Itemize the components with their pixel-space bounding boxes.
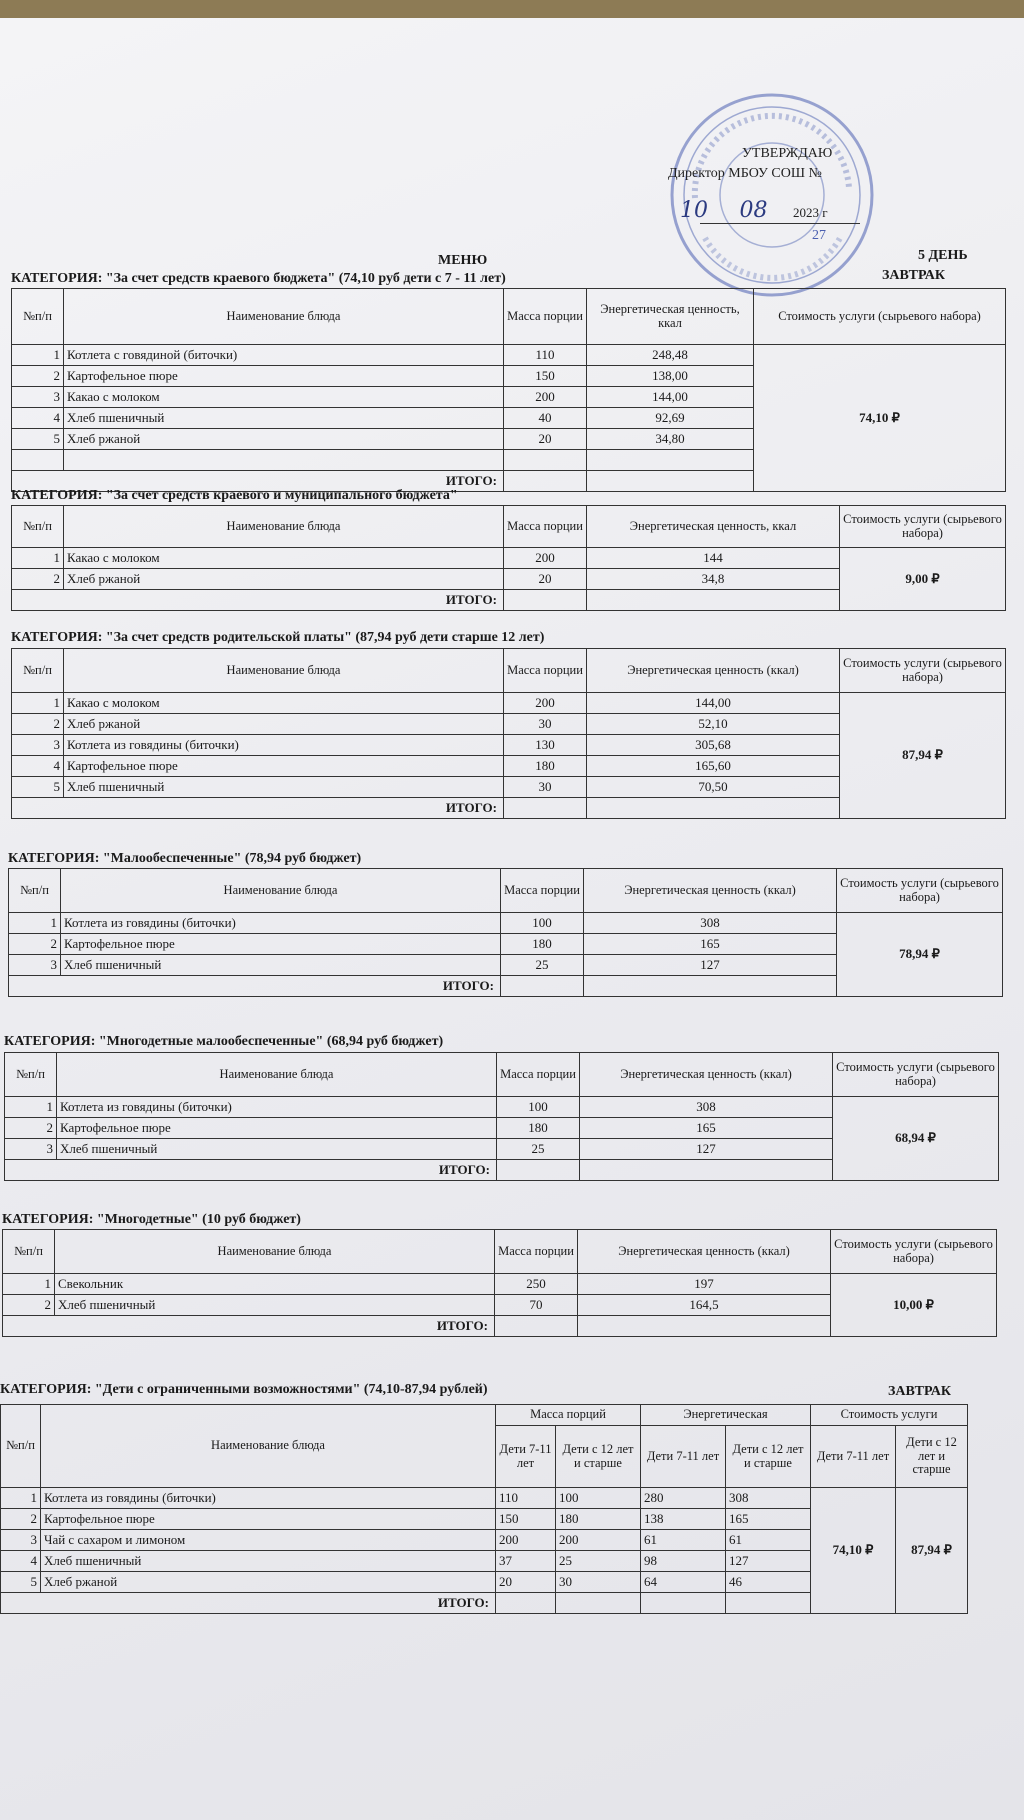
col-mass-header: Масса порции (497, 1053, 580, 1097)
category-heading: КАТЕГОРИЯ: "Дети с ограниченными возможностями" (74,10-87,94 рублей) (0, 1382, 488, 1397)
dish-name: Хлеб пшеничный (64, 408, 504, 429)
dish-energy: 144,00 (587, 387, 754, 408)
day-label: 5 ДЕНЬ (918, 248, 968, 263)
col-mass-header: Масса порции (501, 869, 584, 913)
col-mass-header: Масса порций (496, 1405, 641, 1426)
dish-name: Котлета из говядины (биточки) (61, 913, 501, 934)
dish-energy: 144,00 (587, 693, 840, 714)
menu-table (2, 1229, 997, 1337)
energy-young: 61 (641, 1530, 726, 1551)
approval-year: 2023 г (793, 205, 828, 220)
cost-value: 78,94 ₽ (837, 913, 1003, 997)
empty-cell (497, 1160, 580, 1181)
row-number: 1 (5, 1097, 57, 1118)
row-number: 2 (5, 1118, 57, 1139)
mass-young: 37 (496, 1551, 556, 1572)
dish-name: Какао с молоком (64, 548, 504, 569)
col-cost-header: Стоимость услуги (сырьевого набора) (840, 506, 1006, 548)
cost-value: 9,00 ₽ (840, 548, 1006, 611)
dish-name: Картофельное пюре (64, 366, 504, 387)
col-number-header: №п/п (12, 506, 64, 548)
dish-mass: 100 (501, 913, 584, 934)
col-age-12-plus-header: Дети с 12 лет и старше (726, 1426, 811, 1488)
category-heading: КАТЕГОРИЯ: "Малообеспеченные" (78,94 руб бюджет) (8, 851, 362, 866)
category-heading: КАТЕГОРИЯ: "За счет средств краевого и муниципального бюджета" (11, 488, 458, 503)
row-number: 1 (12, 693, 64, 714)
col-cost-header: Стоимость услуги (сырьевого набора) (840, 649, 1006, 693)
dish-name: Картофельное пюре (64, 756, 504, 777)
col-age-7-11-header: Дети 7-11 лет (641, 1426, 726, 1488)
dish-mass: 25 (497, 1139, 580, 1160)
header-row (12, 289, 1006, 345)
special-menu-table (0, 1404, 968, 1614)
dish-mass: 150 (504, 366, 587, 387)
menu-table (11, 505, 1006, 611)
dish-name: Котлета с говядиной (биточки) (64, 345, 504, 366)
empty-cell (496, 1593, 556, 1614)
school-seal-stamp (665, 88, 880, 303)
mass-young: 200 (496, 1530, 556, 1551)
header-row (3, 1230, 997, 1274)
row-number: 1 (12, 548, 64, 569)
dish-energy: 197 (578, 1274, 831, 1295)
dish-mass: 200 (504, 548, 587, 569)
empty-cell (501, 976, 584, 997)
col-number-header: №п/п (3, 1230, 55, 1274)
mass-young: 20 (496, 1572, 556, 1593)
dish-name: Картофельное пюре (61, 934, 501, 955)
empty-cell (64, 450, 504, 471)
total-label: ИТОГО: (5, 1160, 497, 1181)
col-number-header: №п/п (12, 649, 64, 693)
dish-energy: 92,69 (587, 408, 754, 429)
table-row (12, 548, 1006, 569)
dish-mass: 20 (504, 429, 587, 450)
col-energy-header: Энергетическая ценность (ккал) (578, 1230, 831, 1274)
menu-document (0, 18, 1024, 1820)
col-age-7-11-header: Дети 7-11 лет (811, 1426, 896, 1488)
energy-old: 46 (726, 1572, 811, 1593)
dish-energy: 308 (580, 1097, 833, 1118)
mass-old: 180 (556, 1509, 641, 1530)
dish-energy: 308 (584, 913, 837, 934)
cost-value: 68,94 ₽ (833, 1097, 999, 1181)
table-row (12, 693, 1006, 714)
energy-young: 138 (641, 1509, 726, 1530)
energy-young: 280 (641, 1488, 726, 1509)
empty-cell (504, 471, 587, 492)
menu-table (4, 1052, 999, 1181)
total-label: ИТОГО: (3, 1316, 495, 1337)
header-row (5, 1053, 999, 1097)
cost-old: 87,94 ₽ (896, 1488, 968, 1614)
approval-day: 10 (680, 198, 708, 223)
col-number-header: №п/п (5, 1053, 57, 1097)
school-number: 27 (812, 228, 826, 243)
mass-old: 30 (556, 1572, 641, 1593)
row-number: 3 (12, 735, 64, 756)
dish-name: Хлеб пшеничный (61, 955, 501, 976)
empty-cell (584, 976, 837, 997)
col-dish-name-header: Наименование блюда (41, 1405, 496, 1488)
row-number: 2 (12, 714, 64, 735)
dish-name: Хлеб пшеничный (57, 1139, 497, 1160)
empty-cell (12, 450, 64, 471)
row-number: 1 (12, 345, 64, 366)
dish-energy: 305,68 (587, 735, 840, 756)
col-number-header: №п/п (12, 289, 64, 345)
col-age-12-plus-header: Дети с 12 лет и старше (556, 1426, 641, 1488)
row-number: 5 (1, 1572, 41, 1593)
dish-energy: 138,00 (587, 366, 754, 387)
energy-young: 98 (641, 1551, 726, 1572)
row-number: 5 (12, 777, 64, 798)
col-cost-header: Стоимость услуги (сырьевого набора) (754, 289, 1006, 345)
mass-old: 100 (556, 1488, 641, 1509)
energy-old: 127 (726, 1551, 811, 1572)
table-row (1, 1488, 968, 1509)
menu-title: МЕНЮ (438, 253, 488, 268)
row-number: 3 (12, 387, 64, 408)
empty-cell (504, 590, 587, 611)
dish-mass: 180 (501, 934, 584, 955)
col-dish-name-header: Наименование блюда (57, 1053, 497, 1097)
dish-energy: 52,10 (587, 714, 840, 735)
col-mass-header: Масса порции (504, 289, 587, 345)
menu-table (11, 648, 1006, 819)
dish-energy: 165 (584, 934, 837, 955)
col-age-7-11-header: Дети 7-11 лет (496, 1426, 556, 1488)
row-number: 4 (12, 756, 64, 777)
empty-cell (556, 1593, 641, 1614)
dish-mass: 250 (495, 1274, 578, 1295)
empty-cell (578, 1316, 831, 1337)
row-number: 4 (1, 1551, 41, 1572)
dish-name: Хлеб пшеничный (64, 777, 504, 798)
meal-label: ЗАВТРАК (888, 1384, 952, 1399)
header-row (12, 649, 1006, 693)
empty-cell (580, 1160, 833, 1181)
empty-cell (587, 590, 840, 611)
dish-mass: 40 (504, 408, 587, 429)
dish-name: Хлеб пшеничный (55, 1295, 495, 1316)
dish-mass: 70 (495, 1295, 578, 1316)
cost-value: 10,00 ₽ (831, 1274, 997, 1337)
row-number: 3 (1, 1530, 41, 1551)
dish-name: Какао с молоком (64, 387, 504, 408)
empty-cell (587, 798, 840, 819)
mass-old: 200 (556, 1530, 641, 1551)
col-mass-header: Масса порции (504, 649, 587, 693)
table-row (12, 345, 1006, 366)
row-number: 3 (9, 955, 61, 976)
row-number: 2 (1, 1509, 41, 1530)
dish-energy: 165 (580, 1118, 833, 1139)
dish-mass: 100 (497, 1097, 580, 1118)
col-age-12-plus-header: Дети с 12 лет и старше (896, 1426, 968, 1488)
col-number-header: №п/п (1, 1405, 41, 1488)
dish-mass: 180 (504, 756, 587, 777)
dish-name: Хлеб ржаной (64, 429, 504, 450)
energy-old: 308 (726, 1488, 811, 1509)
dish-energy: 164,5 (578, 1295, 831, 1316)
dish-energy: 34,80 (587, 429, 754, 450)
empty-cell (504, 798, 587, 819)
dish-name: Хлеб ржаной (64, 569, 504, 590)
table-row (5, 1097, 999, 1118)
total-label: ИТОГО: (1, 1593, 496, 1614)
row-number: 1 (1, 1488, 41, 1509)
dish-energy: 248,48 (587, 345, 754, 366)
dish-energy: 127 (584, 955, 837, 976)
dish-energy: 70,50 (587, 777, 840, 798)
col-energy-header: Энергетическая (641, 1405, 811, 1426)
row-number: 2 (12, 366, 64, 387)
mass-old: 25 (556, 1551, 641, 1572)
dish-energy: 165,60 (587, 756, 840, 777)
menu-table (8, 868, 1003, 997)
col-dish-name-header: Наименование блюда (55, 1230, 495, 1274)
cost-value: 74,10 ₽ (754, 345, 1006, 492)
dish-name: Хлеб пшеничный (41, 1551, 496, 1572)
empty-cell (587, 450, 754, 471)
energy-old: 165 (726, 1509, 811, 1530)
dish-mass: 180 (497, 1118, 580, 1139)
col-cost-header: Стоимость услуги (сырьевого набора) (831, 1230, 997, 1274)
total-label: ИТОГО: (12, 798, 504, 819)
col-energy-header: Энергетическая ценность (ккал) (584, 869, 837, 913)
mass-young: 110 (496, 1488, 556, 1509)
dish-mass: 30 (504, 777, 587, 798)
col-dish-name-header: Наименование блюда (64, 649, 504, 693)
cost-value: 87,94 ₽ (840, 693, 1006, 819)
total-label: ИТОГО: (9, 976, 501, 997)
dish-mass: 110 (504, 345, 587, 366)
energy-old: 61 (726, 1530, 811, 1551)
row-number: 2 (3, 1295, 55, 1316)
dish-mass: 30 (504, 714, 587, 735)
header-row (12, 506, 1006, 548)
col-energy-header: Энергетическая ценность (ккал) (587, 649, 840, 693)
dish-mass: 130 (504, 735, 587, 756)
row-number: 1 (3, 1274, 55, 1295)
mass-young: 150 (496, 1509, 556, 1530)
col-energy-header: Энергетическая ценность, ккал (587, 506, 840, 548)
dish-name: Какао с молоком (64, 693, 504, 714)
dish-name: Свекольник (55, 1274, 495, 1295)
col-dish-name-header: Наименование блюда (64, 289, 504, 345)
dish-name: Котлета из говядины (биточки) (64, 735, 504, 756)
col-energy-header: Энергетическая ценность (ккал) (580, 1053, 833, 1097)
row-number: 2 (12, 569, 64, 590)
dish-mass: 200 (504, 387, 587, 408)
approval-director: Директор МБОУ СОШ № (668, 166, 822, 181)
category-heading: КАТЕГОРИЯ: "За счет средств краевого бюджета" (74,10 руб дети с 7 - 11 лет) (11, 271, 506, 286)
dish-energy: 127 (580, 1139, 833, 1160)
col-cost-header: Стоимость услуги (811, 1405, 968, 1426)
cost-young: 74,10 ₽ (811, 1488, 896, 1614)
category-heading: КАТЕГОРИЯ: "За счет средств родительской платы" (87,94 руб дети старше 12 лет) (11, 630, 545, 645)
dish-name: Картофельное пюре (41, 1509, 496, 1530)
dish-name: Хлеб ржаной (41, 1572, 496, 1593)
menu-table (11, 288, 1006, 492)
col-dish-name-header: Наименование блюда (61, 869, 501, 913)
row-number: 2 (9, 934, 61, 955)
dish-name: Хлеб ржаной (64, 714, 504, 735)
header-row (9, 869, 1003, 913)
col-dish-name-header: Наименование блюда (64, 506, 504, 548)
table-row (9, 913, 1003, 934)
category-heading: КАТЕГОРИЯ: "Многодетные" (10 руб бюджет) (2, 1212, 301, 1227)
dish-name: Котлета из говядины (биточки) (41, 1488, 496, 1509)
category-heading: КАТЕГОРИЯ: "Многодетные малообеспеченные" (68,94 руб бюджет) (4, 1034, 444, 1049)
empty-cell (641, 1593, 726, 1614)
approval-label: УТВЕРЖДАЮ (742, 146, 833, 161)
total-label: ИТОГО: (12, 471, 504, 492)
total-label: ИТОГО: (12, 590, 504, 611)
approval-date-line (680, 198, 860, 224)
meal-label: ЗАВТРАК (882, 268, 946, 283)
dish-name: Котлета из говядины (биточки) (57, 1097, 497, 1118)
empty-cell (587, 471, 754, 492)
empty-cell (495, 1316, 578, 1337)
dish-name: Чай с сахаром и лимоном (41, 1530, 496, 1551)
empty-cell (504, 450, 587, 471)
energy-young: 64 (641, 1572, 726, 1593)
col-energy-header: Энергетическая ценность, ккал (587, 289, 754, 345)
col-cost-header: Стоимость услуги (сырьевого набора) (837, 869, 1003, 913)
dish-mass: 25 (501, 955, 584, 976)
dish-mass: 200 (504, 693, 587, 714)
empty-cell (726, 1593, 811, 1614)
row-number: 1 (9, 913, 61, 934)
row-number: 5 (12, 429, 64, 450)
col-cost-header: Стоимость услуги (сырьевого набора) (833, 1053, 999, 1097)
dish-energy: 144 (587, 548, 840, 569)
table-row (3, 1274, 997, 1295)
col-mass-header: Масса порции (504, 506, 587, 548)
approval-month: 08 (739, 198, 768, 223)
col-mass-header: Масса порции (495, 1230, 578, 1274)
dish-energy: 34,8 (587, 569, 840, 590)
row-number: 4 (12, 408, 64, 429)
dish-mass: 20 (504, 569, 587, 590)
header-row (1, 1405, 968, 1426)
row-number: 3 (5, 1139, 57, 1160)
dish-name: Картофельное пюре (57, 1118, 497, 1139)
col-number-header: №п/п (9, 869, 61, 913)
